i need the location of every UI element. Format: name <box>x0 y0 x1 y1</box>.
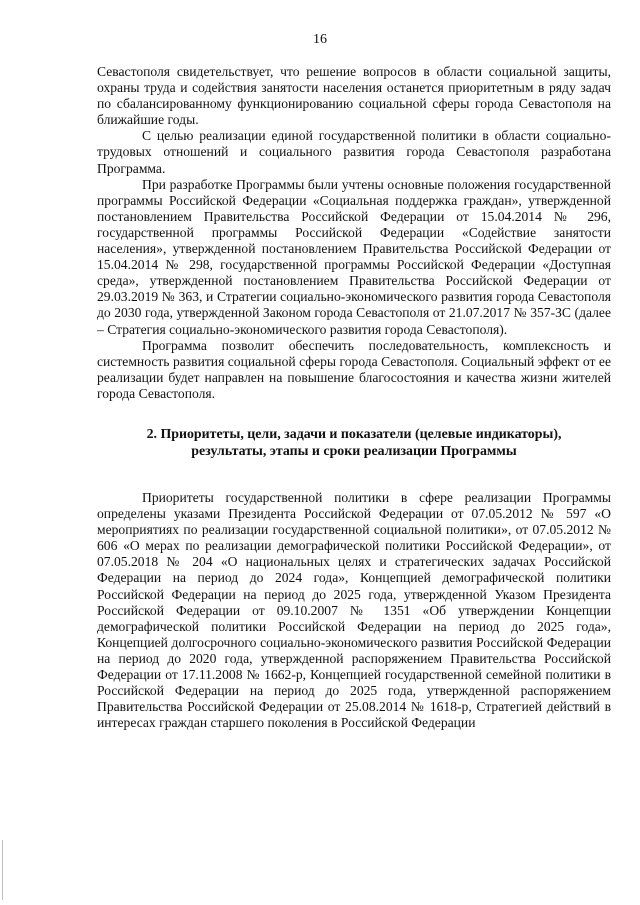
paragraph-purpose: С целью реализации единой государственной политики в области социально-трудовых отношений и социального развития города Севастополя разработана Программа. <box>97 128 611 176</box>
paragraph-priorities: Приоритеты государственной политики в сфере реализации Программы определены указами Президента Российской Федерации от 07.05.2012 № 597 «О мероприятиях по реализации государственной социальной политики», от 07.05.2012 № 606 «О мерах по реализации демографической политики Российской Федерации», от 07.05.2018 № 204 «О национальных целях и стратегических задачах Российской Федерации на период до 2024 года», Концепцией демографической политики Российской Федерации на период до 2025 года, утвержденной Указом Президента Российской Федерации от 09.10.2007 № 1351 «Об утверждении Концепции демографической политики Российской Федерации на период до 2025 года», Концепцией долгосрочного социально-экономического развития Российской Федерации на период до 2020 года, утвержденной распоряжением Правительства Российской Федерации от 17.11.2008 № 1662-р, Концепцией государственной семейной политики в Российской Федерации на период до 2025 года, утвержденной распоряжением Правительства Российской Федерации от 25.08.2014 № 1618-р, Стратегией действий в интересах граждан старшего поколения в Российской Федерации <box>97 489 611 731</box>
paragraph-continuation: Севастополя свидетельствует, что решение вопросов в области социальной защиты, охраны труда и содействия занятости населения останется приоритетным в ряду задач по сбалансированному функционированию социальной сферы города Севастополя на ближайшие годы. <box>97 64 611 128</box>
scan-margin-line <box>2 840 3 900</box>
page-number: 16 <box>313 32 327 47</box>
section-heading-line-1: 2. Приоритеты, цели, задачи и показатели (целевые индикаторы), <box>146 426 562 442</box>
document-body <box>97 64 611 731</box>
section-heading-line-2: результаты, этапы и сроки реализации Программы <box>191 443 517 459</box>
section-heading <box>97 426 611 460</box>
paragraph-development-basis: При разработке Программы были учтены основные положения государственной программы Российской Федерации «Социальная поддержка граждан», утвержденной постановлением Правительства Российской Федерации от 15.04.2014 № 296, государственной программы Российской Федерации «Содействие занятости населения», утвержденной постановлением Правительства Российской Федерации от 15.04.2014 № 298, государственной программы Российской Федерации «Доступная среда», утвержденной постановлением Правительства Российской Федерации от 29.03.2019 № 363, и Стратегии социально-экономического развития города Севастополя до 2030 года, утвержденной Законом города Севастополя от 21.07.2017 № 357-ЗС (далее – Стратегия социально-экономического развития города Севастополя). <box>97 176 611 337</box>
paragraph-program-effect: Программа позволит обеспечить последовательность, комплексность и системность развития социальной сферы города Севастополя. Социальный эффект от ее реализации будет направлен на повышение благосостояния и качества жизни жителей города Севастополя. <box>97 337 611 401</box>
